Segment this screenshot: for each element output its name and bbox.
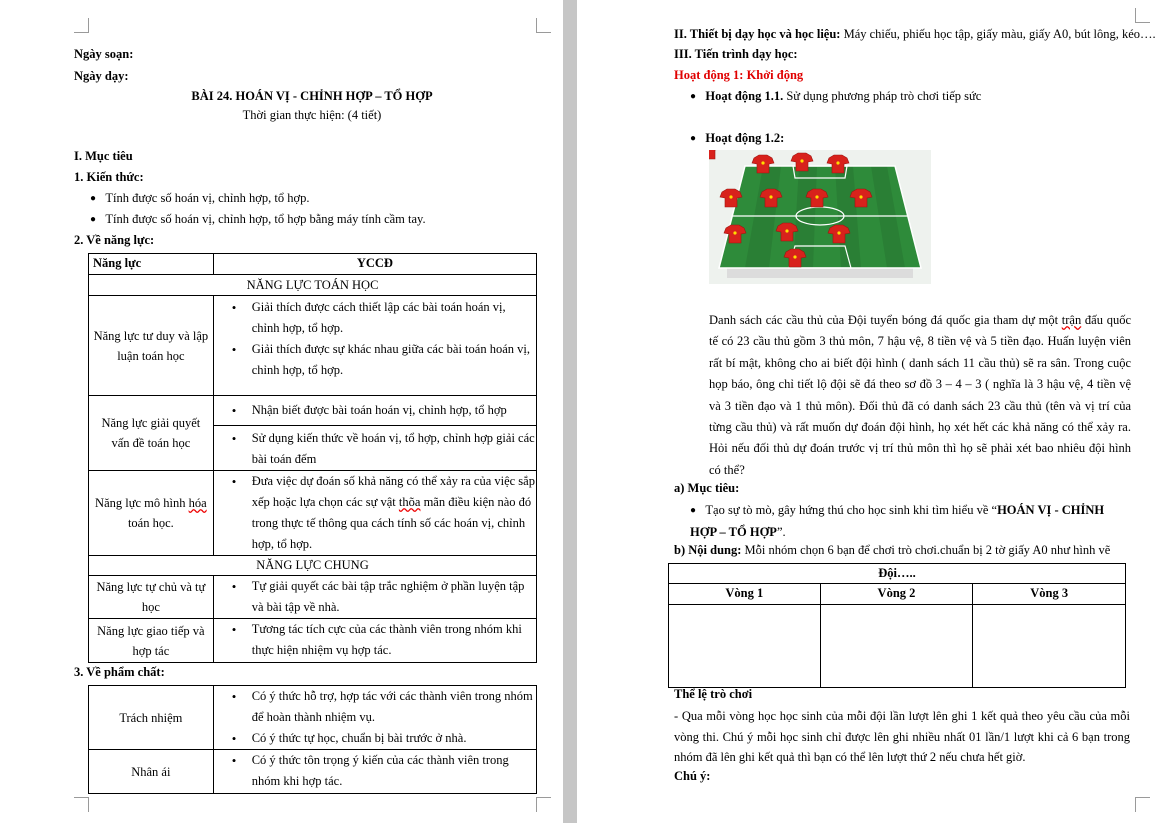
quality-table (88, 685, 537, 794)
game-table (668, 563, 1126, 688)
table-row-content (213, 471, 536, 556)
hoat-dong-1-2: ● Hoạt động 1.2: (690, 131, 785, 145)
section-b-noi-dung: b) Nội dung: Mỗi nhóm chọn 6 bạn để chơi trò chơi.chuẩn bị 2 tờ giấy A0 như hình vẽ (674, 543, 1111, 557)
list-item: • Tương tác tích cực của các thành viên trong nhóm khi thực hiện nhiệm vụ hợp tác. (214, 619, 536, 661)
competency-table (88, 253, 537, 663)
document-page-left (0, 0, 563, 823)
table-row-content (213, 619, 536, 663)
table-row-content (213, 396, 536, 426)
football-formation-image (709, 150, 931, 284)
table-row-label: Năng lực giải quyết vấn đề toán học (89, 396, 214, 471)
table-row-content (213, 296, 536, 396)
game-table-cell (820, 605, 973, 688)
table-section-chung: NĂNG LỰC CHUNG (89, 556, 537, 576)
table-row-content (213, 576, 536, 619)
table-row-label: Trách nhiệm (89, 686, 214, 750)
table-row-label: Năng lực mô hình hóa toán học. (89, 471, 214, 556)
section-kien-thuc: 1. Kiến thức: (74, 170, 144, 184)
muc-tieu-item: ● Tạo sự tò mò, gây hứng thú cho học sinh khi tìm hiểu về “HOÁN VỊ - CHỈNH HỢP – TỔ HỢP”. (690, 503, 1105, 539)
chu-y-heading: Chú ý: (674, 769, 711, 783)
hoat-dong-1-1: ● Hoạt động 1.1. Sử dụng phương pháp trò chơi tiếp sức (690, 89, 982, 103)
table-header-nang-luc: Năng lực (89, 254, 214, 275)
hoat-dong-1-heading: Hoạt động 1: Khởi động (674, 68, 804, 82)
section-a-muc-tieu: a) Mục tiêu: (674, 481, 740, 495)
document-page-right (577, 0, 1167, 823)
problem-paragraph: Danh sách các cầu thủ của Đội tuyển bóng đá quốc gia tham dự một trận đấu quốc tế có 23 cầu thủ gồm 3 thủ môn, 7 hậu vệ, 8 tiền vệ và 5 tiền đạo. Huấn luyện viên rất bí mật, không cho ai biết đội hình ( danh sách 11 cầu thủ) sẽ ra sân. Trong cuộc họp báo, ông chỉ tiết lộ đội sẽ đá theo sơ đồ 3 – 4 – 3 ( nghĩa là 3 hậu vệ, 4 tiền vệ và 3 tiền đạo và 1 thủ môn). Đối thủ đã có danh sách 23 cầu thủ (tên và vị trí của từng cầu thủ) và rất muốn dự đoán đội hình, họ xét hết các khả năng có thể xảy ra. Hỏi nếu đối thủ dự đoán trước vị trí thủ môn thì họ sẽ phải xét bao nhiêu đội hình có thể? (709, 313, 1131, 477)
table-row-label: Năng lực tư duy và lập luận toán học (89, 296, 214, 396)
the-le-heading: Thể lệ trò chơi (674, 687, 753, 701)
page-gap (563, 0, 577, 823)
list-item: • Giải thích được sự khác nhau giữa các bài toán hoán vị, chỉnh hợp, tổ hợp. (214, 339, 536, 381)
table-section-toan-hoc: NĂNG LỰC TOÁN HỌC (89, 275, 537, 296)
crop-mark (1135, 797, 1150, 812)
list-item: • Có ý thức tôn trọng ý kiến của các thành viên trong nhóm khi hợp tác. (214, 750, 536, 792)
game-table-col-3: Vòng 3 (973, 584, 1126, 605)
list-item: • Nhận biết được bài toán hoán vị, chỉnh hợp, tổ hợp (214, 400, 536, 421)
kien-thuc-item: ● Tính được số hoán vị, chỉnh hợp, tổ hợp bằng máy tính cầm tay. (90, 212, 426, 226)
crop-mark (74, 18, 89, 33)
kien-thuc-item: ● Tính được số hoán vị, chỉnh hợp, tổ hợp. (90, 191, 310, 205)
crop-mark (74, 797, 89, 812)
crop-mark (1135, 8, 1150, 23)
table-row-content (213, 686, 536, 750)
ngay-day: Ngày dạy: (74, 69, 129, 83)
list-item: • Giải thích được cách thiết lập các bài toán hoán vị, chỉnh hợp, tổ hợp. (214, 297, 536, 339)
section-muc-tieu: I. Mục tiêu (74, 149, 133, 163)
game-table-col-2: Vòng 2 (820, 584, 973, 605)
table-row-label: Năng lực giao tiếp và hợp tác (89, 619, 214, 663)
table-row-content (213, 750, 536, 794)
list-item: • Đưa việc dự đoán số khả năng có thể xảy ra của việc sắp xếp hoặc lựa chọn các sự vật thõa mãn điều kiện nào đó trong thực tế thông qua cách tính số các hoán vị, chỉnh hợp, tổ hợp. (214, 471, 536, 555)
game-table-cell (669, 605, 821, 688)
table-row-label: Năng lực tự chủ và tự học (89, 576, 214, 619)
list-item: • Có ý thức tự học, chuẩn bị bài trước ở nhà. (214, 728, 536, 749)
list-item: • Tự giải quyết các bài tập trắc nghiệm ở phần luyện tập và bài tập về nhà. (214, 576, 536, 618)
section-nang-luc: 2. Về năng lực: (74, 233, 155, 247)
game-table-col-1: Vòng 1 (669, 584, 821, 605)
thiet-bi-line: II. Thiết bị dạy học và học liệu: Máy chiếu, phiếu học tập, giấy màu, giấy A0, bút lông, kéo…. (674, 27, 1156, 41)
crop-mark (536, 797, 551, 812)
ngay-soan: Ngày soạn: (74, 47, 134, 61)
the-le-text: - Qua mỗi vòng học học sinh của mỗi đội lần lượt lên ghi 1 kết quả theo yêu cầu của mỗi vòng thi. Chú ý mỗi học sinh chỉ được lên ghi nhiều nhất 01 lần/1 lượt khi cả 6 bạn trong nhóm đã lên ghi kết quả thì bạn có thể lên lượt thứ 2 nếu chưa hết giờ. (674, 709, 1130, 764)
list-item: • Có ý thức hỗ trợ, hợp tác với các thành viên trong nhóm để hoàn thành nhiệm vụ. (214, 686, 536, 728)
section-tien-trinh: III. Tiến trình dạy học: (674, 47, 798, 61)
lesson-duration: Thời gian thực hiện: (4 tiết) (242, 108, 382, 122)
table-header-yccd: YCCĐ (213, 254, 536, 275)
table-row-content (213, 426, 536, 471)
section-pham-chat: 3. Về phẩm chất: (74, 665, 165, 679)
crop-mark (536, 18, 551, 33)
lesson-title: BÀI 24. HOÁN VỊ - CHỈNH HỢP – TỔ HỢP (191, 89, 433, 103)
list-item: • Sử dụng kiến thức về hoán vị, tổ hợp, chỉnh hợp giải các bài toán đếm (214, 428, 536, 470)
table-row-label: Nhân ái (89, 750, 214, 794)
game-table-title: Đội….. (669, 564, 1126, 584)
game-table-cell (973, 605, 1126, 688)
